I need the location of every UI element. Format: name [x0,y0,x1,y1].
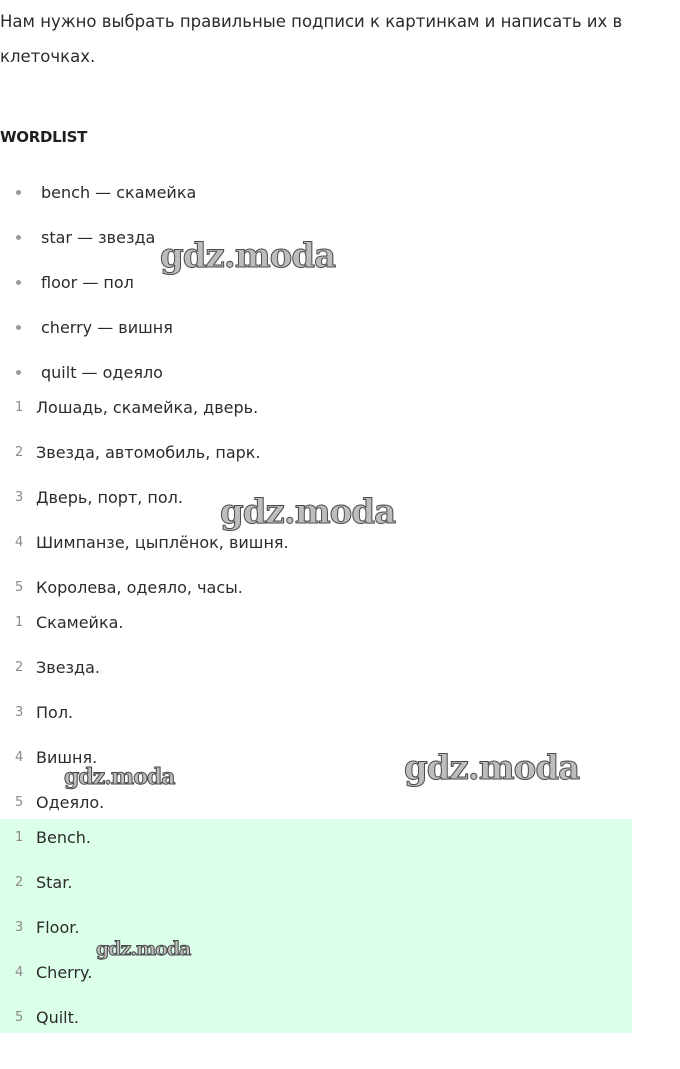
item-number: 4 [15,535,24,550]
item-text: Bench. [36,828,91,847]
list-item [0,995,92,1040]
item-number: 1 [15,400,24,415]
item-text: Star. [36,873,73,892]
list-item [0,860,92,905]
item-number: 3 [15,705,24,720]
item-text: Звезда. [36,658,100,677]
item-text: Королева, одеяло, часы. [36,578,243,597]
list-item [0,520,289,565]
list-item [0,430,289,475]
item-number: 5 [15,580,24,595]
list-item [0,645,124,690]
list-item [0,690,124,735]
item-number: 4 [15,750,24,765]
watermark: gdz.moda [96,938,191,960]
options-list [0,385,289,610]
english-answers-list [0,815,92,1040]
wordlist-item-text: floor — пол [41,273,134,292]
intro-text: Нам нужно выбрать правильные подписи к картинкам и написать их в клеточках. [0,12,623,66]
item-text: Шимпанзе, цыплёнок, вишня. [36,533,289,552]
list-item [0,600,124,645]
item-text: Cherry. [36,963,93,982]
wordlist-item [0,260,196,305]
wordlist-item [0,305,196,350]
item-text: Одеяло. [36,793,105,812]
wordlist-heading: WORDLIST [0,128,88,146]
list-item [0,815,92,860]
list-item [0,735,124,780]
item-text: Лошадь, скамейка, дверь. [36,398,259,417]
list-item [0,475,289,520]
item-number: 5 [15,1010,24,1025]
watermark: gdz.moda [220,492,396,532]
bullet-icon [16,370,21,375]
item-text: Вишня. [36,748,98,767]
wordlist-item-text: bench — скамейка [41,183,197,202]
item-number: 1 [15,615,24,630]
watermark: gdz.moda [160,236,336,276]
item-number: 2 [15,445,24,460]
list-item [0,905,92,950]
item-text: Quilt. [36,1008,79,1027]
item-text: Звезда, автомобиль, парк. [36,443,261,462]
item-number: 5 [15,795,24,810]
russian-answers-list [0,600,124,825]
item-text: Пол. [36,703,74,722]
wordlist-item [0,170,196,215]
watermark: gdz.moda [404,748,580,788]
wordlist [0,170,196,395]
wordlist-item-text: cherry — вишня [41,318,173,337]
wordlist-item-text: quilt — одеяло [41,363,163,382]
bullet-icon [16,190,21,195]
item-number: 3 [15,490,24,505]
wordlist-item [0,215,196,260]
list-item [0,385,289,430]
bullet-icon [16,280,21,285]
item-text: Скамейка. [36,613,124,632]
answer-box [0,819,632,1033]
item-text: Floor. [36,918,80,937]
bullet-icon [16,325,21,330]
item-number: 1 [15,830,24,845]
item-number: 3 [15,920,24,935]
item-number: 2 [15,660,24,675]
item-number: 4 [15,965,24,980]
item-number: 2 [15,875,24,890]
item-text: Дверь, порт, пол. [36,488,183,507]
wordlist-item-text: star — звезда [41,228,156,247]
list-item [0,950,92,995]
bullet-icon [16,235,21,240]
watermark: gdz.moda [64,764,175,790]
